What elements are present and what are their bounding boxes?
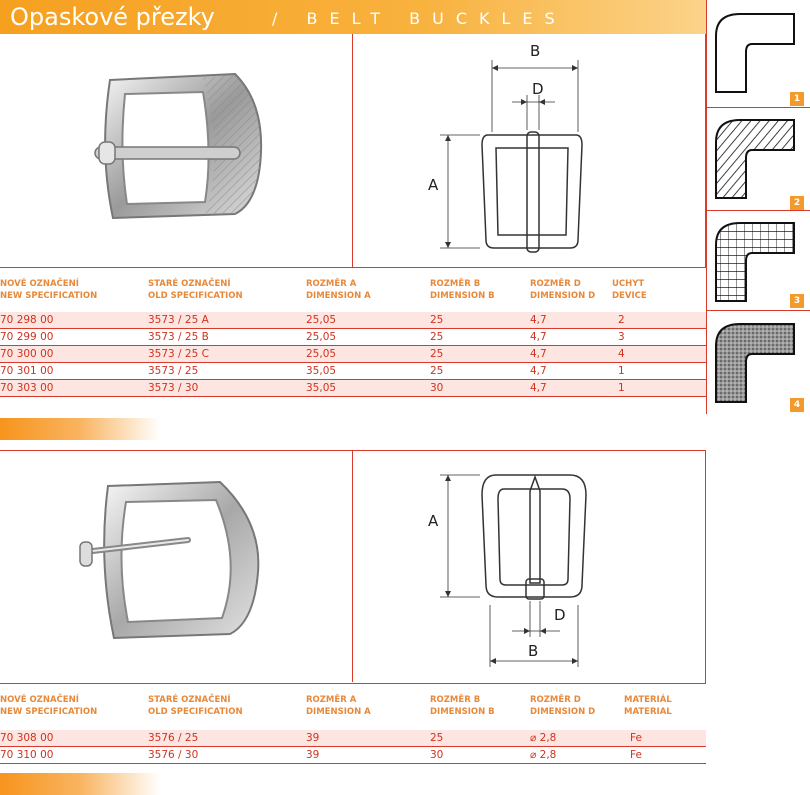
cell: 25,05 — [306, 312, 430, 329]
t1-col-old: STARÉ OZNAČENÍ OLD SPECIFICATION — [148, 279, 243, 301]
cell: 70 310 00 — [0, 747, 148, 764]
cell: 39 — [306, 730, 430, 747]
cell: 4,7 — [530, 363, 612, 380]
table-2-header — [0, 694, 706, 730]
cell: 3576 / 25 — [148, 730, 306, 747]
cell: 3 — [612, 329, 706, 346]
dimension-diagram-2 — [420, 455, 610, 670]
table-row — [0, 747, 706, 764]
cell: 30 — [430, 380, 530, 397]
cell: 35,05 — [306, 363, 430, 380]
table-row — [0, 329, 706, 346]
diagram2-label-d: D — [554, 606, 566, 624]
cell: 70 299 00 — [0, 329, 148, 346]
cell: 1 — [612, 380, 706, 397]
section1-divider — [352, 34, 353, 267]
cell: 25 — [430, 363, 530, 380]
page-subtitle: / BELT BUCKLES — [272, 9, 567, 28]
t2-col-b: ROZMĚR B DIMENSION B — [430, 695, 495, 717]
edge-profile-1-number: 1 — [790, 92, 804, 106]
edge-profile-3-number: 3 — [790, 294, 804, 308]
t1-col-a: ROZMĚR A DIMENSION A — [306, 279, 371, 301]
cell: 25 — [430, 329, 530, 346]
cell: ⌀ 2,8 — [530, 747, 624, 764]
profile-divider — [706, 107, 810, 108]
cell: 2 — [612, 312, 706, 329]
cell: 35,05 — [306, 380, 430, 397]
section2-divider — [352, 450, 353, 682]
dimension-diagram-1 — [420, 40, 610, 255]
t2-col-new: NOVÉ OZNAČENÍ NEW SPECIFICATION — [0, 695, 98, 717]
table-row — [0, 380, 706, 397]
cell: 4 — [612, 346, 706, 363]
t2-col-material: MATERIÁL MATERIAL — [624, 695, 672, 717]
cell: 3573 / 25 — [148, 363, 306, 380]
buckle-photo-2 — [70, 472, 270, 647]
cell: 70 298 00 — [0, 312, 148, 329]
cell: ⌀ 2,8 — [530, 730, 624, 747]
cell: 30 — [430, 747, 530, 764]
cell: 70 300 00 — [0, 346, 148, 363]
cell: 70 308 00 — [0, 730, 148, 747]
t1-col-device: UCHYT DEVICE — [612, 279, 647, 301]
cell: 70 303 00 — [0, 380, 148, 397]
diagram2-label-b: B — [528, 642, 539, 660]
t1-col-new: NOVÉ OZNAČENÍ NEW SPECIFICATION — [0, 279, 98, 301]
t1-col-b: ROZMĚR B DIMENSION B — [430, 279, 495, 301]
diagram1-label-b: B — [530, 42, 541, 60]
cell: 25,05 — [306, 346, 430, 363]
cell: 3576 / 30 — [148, 747, 306, 764]
section-strip-1 — [0, 418, 160, 440]
edge-profile-2-icon — [712, 112, 796, 202]
profile-divider — [706, 210, 810, 211]
page-title: Opaskové přezky — [10, 3, 215, 31]
buckle-photo-1 — [85, 62, 275, 227]
cell: 4,7 — [530, 329, 612, 346]
cell: 3573 / 25 A — [148, 312, 306, 329]
profile-divider — [706, 310, 810, 311]
cell: 25,05 — [306, 329, 430, 346]
t2-col-a: ROZMĚR A DIMENSION A — [306, 695, 371, 717]
cell: Fe — [624, 730, 706, 747]
table-1 — [0, 278, 706, 397]
table-row — [0, 363, 706, 380]
diagram2-label-a: A — [428, 512, 439, 530]
table-row — [0, 730, 706, 747]
cell: 25 — [430, 312, 530, 329]
t2-col-d: ROZMĚR D DIMENSION D — [530, 695, 596, 717]
table-row — [0, 312, 706, 329]
section-strip-2 — [0, 773, 160, 795]
table-1-header — [0, 278, 706, 312]
t2-col-old: STARÉ OZNAČENÍ OLD SPECIFICATION — [148, 695, 243, 717]
edge-profile-4-number: 4 — [790, 398, 804, 412]
cell: 39 — [306, 747, 430, 764]
cell: 3573 / 25 C — [148, 346, 306, 363]
cell: 70 301 00 — [0, 363, 148, 380]
diagram1-label-d: D — [532, 80, 544, 98]
cell: 4,7 — [530, 346, 612, 363]
cell: 3573 / 30 — [148, 380, 306, 397]
cell: 3573 / 25 B — [148, 329, 306, 346]
table-row — [0, 346, 706, 363]
edge-profile-3-icon — [712, 215, 796, 305]
cell: 25 — [430, 346, 530, 363]
cell: 4,7 — [530, 312, 612, 329]
cell: 4,7 — [530, 380, 612, 397]
cell: 25 — [430, 730, 530, 747]
edge-profile-2-number: 2 — [790, 196, 804, 210]
table-2 — [0, 694, 706, 764]
diagram1-label-a: A — [428, 176, 439, 194]
t1-col-d: ROZMĚR D DIMENSION D — [530, 279, 596, 301]
edge-profile-1-icon — [712, 6, 796, 96]
cell: Fe — [624, 747, 706, 764]
cell: 1 — [612, 363, 706, 380]
edge-profile-4-icon — [712, 316, 796, 406]
